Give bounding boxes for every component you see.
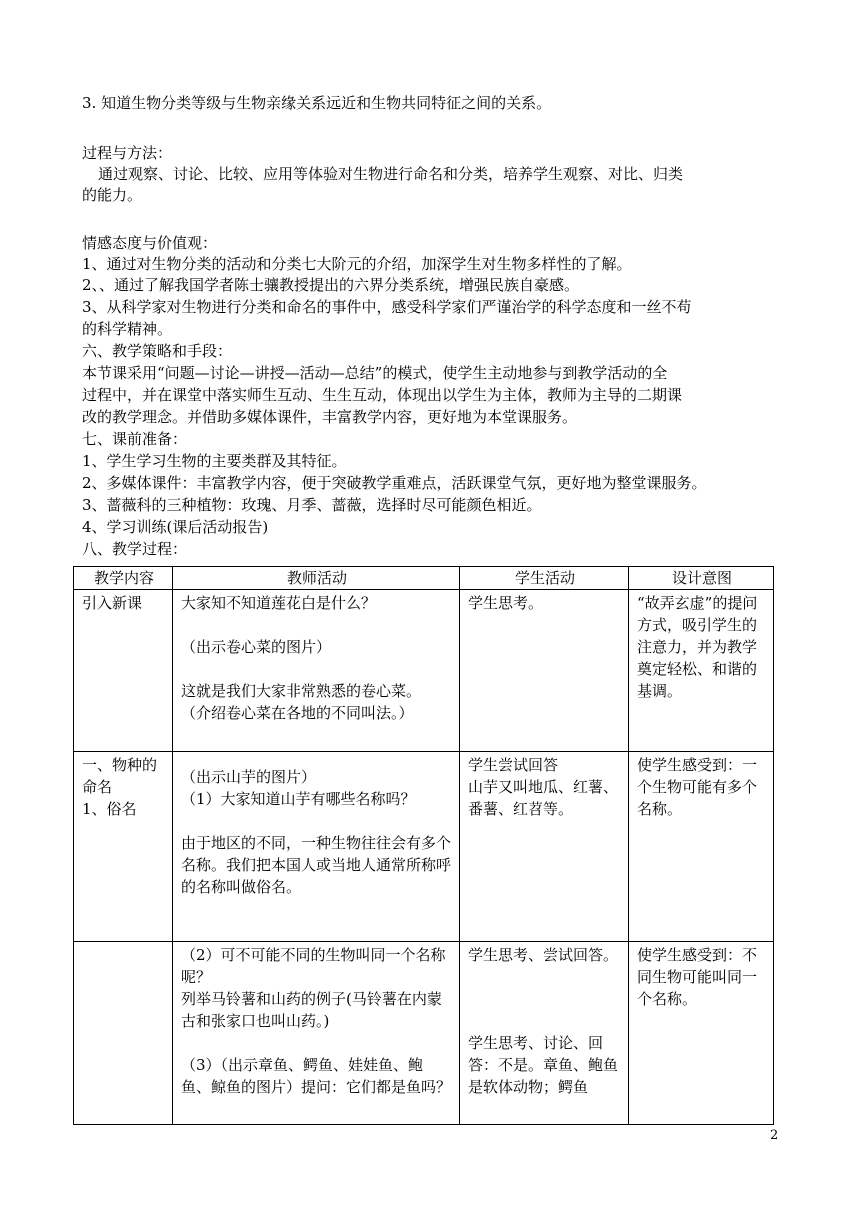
strategy-text-2: 过程中，并在课堂中落实师生互动、生生互动，体现出以学生为主体，教师为主导的二期课 <box>82 386 683 404</box>
row1-intent: “故弄玄虚”的提问方式，吸引学生的注意力，并为教学奠定轻松、和谐的基调。 <box>629 590 774 752</box>
preparation-item-2: 2、多媒体课件：丰富教学内容，便于突破教学重难点，活跃课堂气氛，更好地为整堂课服务。 <box>82 474 707 492</box>
row2-teacher: （出示山芋的图片） （1）大家知道山芋有哪些名称吗？ 由于地区的不同，一种生物往往会有多个名称。我们把本国人或当地人通常所称呼的名称叫做俗名。 <box>173 752 460 942</box>
preparation-item-4: 4、学习训练(课后活动报告) <box>82 518 269 536</box>
heading-strategy: 六、教学策略和手段： <box>82 342 233 360</box>
strategy-text-3: 改的教学理念。并借助多媒体课件，丰富教学内容，更好地为本堂课服务。 <box>82 408 578 426</box>
header-student-activity: 学生活动 <box>460 567 629 590</box>
row3-teacher: （2）可不可能不同的生物叫同一个名称呢？ 列举马铃薯和山药的例子(马铃薯在内蒙古和张家口也叫山药。) （3）（出示章鱼、鳄鱼、娃娃鱼、鲍鱼、鲸鱼的图片）提问：它们都是鱼吗？ <box>173 942 460 1125</box>
heading-process-method: 过程与方法： <box>82 144 173 162</box>
row2-student: 学生尝试回答 山芋又叫地瓜、红薯、番薯、红苕等。 <box>460 752 629 942</box>
objective-3: 3. 知道生物分类等级与生物亲缘关系远近和生物共同特征之间的关系。 <box>82 94 552 112</box>
table-row <box>74 752 774 942</box>
header-teacher-activity: 教师活动 <box>173 567 460 590</box>
table-header-row <box>74 567 774 590</box>
row1-content: 引入新课 <box>74 590 173 752</box>
strategy-text-1: 本节课采用“问题—讨论—讲授—活动—总结”的模式，使学生主动地参与到教学活动的全 <box>82 364 668 382</box>
attitude-item-3: 3、从科学家对生物进行分类和命名的事件中，感受科学家们严谨治学的科学态度和一丝不苟 <box>82 298 692 316</box>
process-method-text: 通过观察、讨论、比较、应用等体验对生物进行命名和分类，培养学生观察、对比、归类 <box>98 165 684 183</box>
row1-teacher: 大家知不知道莲花白是什么？ （出示卷心菜的图片） 这就是我们大家非常熟悉的卷心菜。 （介绍卷心菜在各地的不同叫法。） <box>173 590 460 752</box>
heading-attitude-values: 情感态度与价值观： <box>82 234 218 252</box>
row2-content: 一、物种的命名 1、俗名 <box>74 752 173 942</box>
attitude-item-3-cont: 的科学精神。 <box>82 320 173 338</box>
preparation-item-1: 1、学生学习生物的主要类群及其特征。 <box>82 452 347 470</box>
preparation-item-3: 3、蔷薇科的三种植物：玫瑰、月季、蔷薇，选择时尽可能颜色相近。 <box>82 496 542 514</box>
heading-preparation: 七、课前准备： <box>82 430 188 448</box>
process-method-text-cont: 的能力。 <box>82 186 143 204</box>
row3-content <box>74 942 173 1125</box>
attitude-item-1: 1、通过对生物分类的活动和分类七大阶元的介绍，加深学生对生物多样性的了解。 <box>82 255 632 273</box>
row1-student: 学生思考。 <box>460 590 629 752</box>
row3-student: 学生思考、尝试回答。 学生思考、讨论、回答：不是。章鱼、鲍鱼是软体动物；鳄鱼 <box>460 942 629 1125</box>
row2-intent: 使学生感受到：一个生物可能有多个名称。 <box>629 752 774 942</box>
attitude-item-2: 2、、通过了解我国学者陈士骧教授提出的六界分类系统，增强民族自豪感。 <box>82 276 580 294</box>
header-design-intent: 设计意图 <box>629 567 774 590</box>
table-row <box>74 942 774 1125</box>
header-content: 教学内容 <box>74 567 173 590</box>
table-row <box>74 590 774 752</box>
row3-intent: 使学生感受到：不同生物可能叫同一个名称。 <box>629 942 774 1125</box>
page-number: 2 <box>770 1128 779 1143</box>
heading-teaching-process: 八、教学过程： <box>82 540 188 558</box>
teaching-process-table <box>73 566 774 1125</box>
